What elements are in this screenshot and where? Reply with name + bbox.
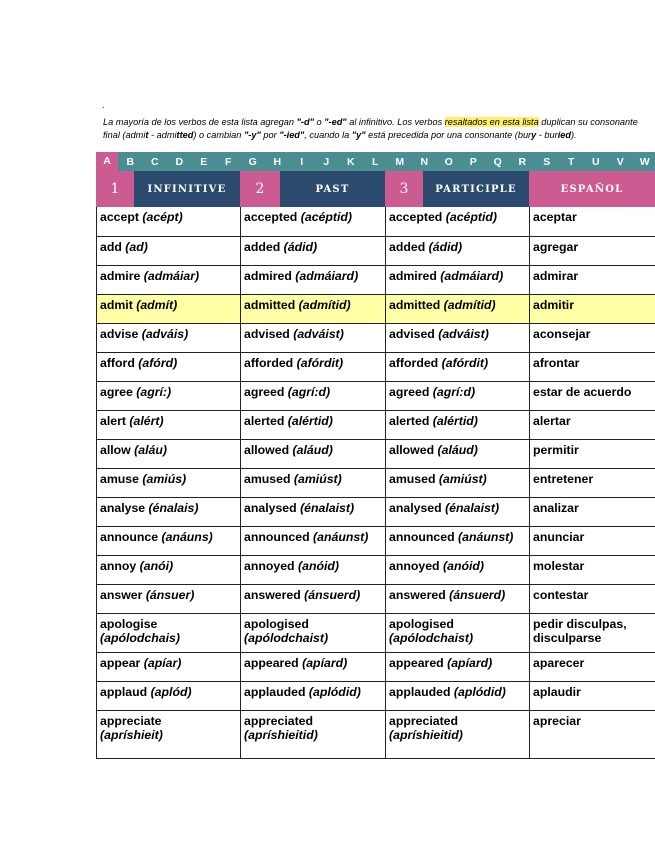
verb-word: apologise — [100, 616, 158, 631]
spanish-cell — [530, 410, 655, 439]
participle-cell: afforded (afórdit) — [386, 352, 530, 381]
intro-bold-fragment: t — [145, 130, 149, 140]
verb-word: analyse — [100, 500, 146, 515]
infinitive-cell: amuse (amiús) — [97, 468, 241, 497]
table-row — [97, 207, 655, 236]
alphabet-letter-l[interactable]: L — [372, 155, 379, 168]
participle-cell: admitted (admítid) — [386, 294, 530, 323]
infinitive-cell: announce (anáuns) — [97, 526, 241, 555]
alphabet-letter-f[interactable]: F — [225, 155, 232, 168]
alphabet-letter-d[interactable]: D — [175, 155, 184, 168]
pronunciation: anóid — [447, 558, 480, 573]
pronunciation: apríshieit — [104, 727, 159, 742]
table-row — [97, 323, 655, 352]
verb-word: molestar — [533, 558, 585, 573]
pronunciation: ad — [129, 239, 144, 254]
verb-word: estar de acuerdo — [533, 384, 632, 399]
pronunciation: ánsuerd — [308, 587, 357, 602]
dot-marker: . — [102, 100, 105, 110]
alphabet-letter-j[interactable]: J — [323, 155, 330, 168]
verb-word: aconsejar — [533, 326, 591, 341]
spanish-cell — [530, 497, 655, 526]
pronunciation: ánsuer — [149, 587, 191, 602]
verb-word: alert — [100, 413, 126, 428]
verb-word: admired — [244, 268, 292, 283]
verb-word: admire — [100, 268, 141, 283]
verb-word: agregar — [533, 239, 579, 254]
intro-paragraph — [103, 116, 653, 142]
verb-word: admit — [100, 297, 133, 312]
infinitive-cell: advise (adváis) — [97, 323, 241, 352]
verb-table — [96, 207, 655, 759]
verb-word: announce — [100, 529, 159, 544]
past-cell: analysed (énalaist) — [241, 497, 386, 526]
table-row — [97, 652, 655, 681]
verb-word: amused — [244, 471, 291, 486]
pronunciation: admítid — [447, 297, 492, 312]
pronunciation: énalais — [152, 500, 195, 515]
verb-word: appeared — [244, 655, 299, 670]
pronunciation: adváist — [442, 326, 485, 341]
intro-text-fragment: al infinitivo. Los verbos — [346, 117, 445, 127]
verb-word: appreciated — [244, 713, 314, 728]
verb-word: analysed — [389, 500, 442, 515]
alphabet-letter-h[interactable]: H — [273, 155, 282, 168]
participle-cell: answered (ánsuerd) — [386, 584, 530, 613]
pronunciation: admítid — [302, 297, 347, 312]
verb-word: pedir disculpas, disculparse — [533, 616, 627, 645]
verb-word: advised — [389, 326, 435, 341]
column-header-espanol: ESPAÑOL — [529, 171, 655, 207]
pronunciation: ádid — [432, 239, 459, 254]
participle-cell: appreciated (apríshieitid) — [386, 710, 530, 758]
past-cell: amused (amiúst) — [241, 468, 386, 497]
pronunciation: apólodchais — [104, 630, 176, 645]
alphabet-letter-k[interactable]: K — [346, 155, 355, 168]
intro-text-fragment: - admi — [148, 130, 177, 140]
verb-word: aceptar — [533, 210, 577, 224]
spanish-cell — [530, 294, 655, 323]
alphabet-letter-s[interactable]: S — [543, 155, 551, 168]
table-row — [97, 710, 655, 758]
infinitive-cell: appear (apíar) — [97, 652, 241, 681]
pronunciation: alértid — [291, 413, 329, 428]
verb-word: accept — [100, 210, 139, 224]
table-row — [97, 236, 655, 265]
pronunciation: apíard — [306, 655, 344, 670]
verb-word: admirar — [533, 268, 579, 283]
spanish-cell — [530, 681, 655, 710]
participle-cell: agreed (agrí:d) — [386, 381, 530, 410]
spanish-cell — [530, 236, 655, 265]
verb-word: applauded — [389, 684, 451, 699]
pronunciation: adváist — [297, 326, 340, 341]
intro-text-fragment: por — [260, 130, 280, 140]
intro-bold-fragment: "-ed" — [324, 117, 347, 127]
pronunciation: aplódid — [313, 684, 357, 699]
infinitive-cell: analyse (énalais) — [97, 497, 241, 526]
verb-word: contestar — [533, 587, 589, 602]
pronunciation: admít — [140, 297, 174, 312]
verb-word: alerted — [244, 413, 285, 428]
participle-cell: analysed (énalaist) — [386, 497, 530, 526]
verb-word: appear — [100, 655, 141, 670]
alphabet-letter-i[interactable]: I — [300, 155, 304, 168]
verb-word: appeared — [389, 655, 444, 670]
table-row — [97, 497, 655, 526]
alphabet-letter-g[interactable]: G — [248, 155, 257, 168]
pronunciation: afórdit — [445, 355, 484, 370]
past-cell: applauded (aplódid) — [241, 681, 386, 710]
verb-word: aplaudir — [533, 684, 581, 699]
pronunciation: admáiard — [444, 268, 500, 283]
alphabet-letter-q[interactable]: Q — [493, 155, 502, 168]
column-header-participle: PARTICIPLE — [423, 171, 529, 207]
verb-word: admired — [389, 268, 437, 283]
pronunciation: afórd — [142, 355, 174, 370]
verb-word: allowed — [389, 442, 435, 457]
participle-cell: added (ádid) — [386, 236, 530, 265]
verb-word: apreciar — [533, 713, 581, 728]
past-cell: accepted (acéptid) — [241, 207, 386, 236]
infinitive-cell: apologise (apólodchais) — [97, 613, 241, 652]
verb-word: alerted — [389, 413, 430, 428]
verb-word: annoyed — [389, 558, 440, 573]
verb-word: announced — [244, 529, 310, 544]
table-row — [97, 468, 655, 497]
alphabet-letter-c[interactable]: C — [150, 155, 159, 168]
spanish-cell — [530, 439, 655, 468]
participle-cell: amused (amiúst) — [386, 468, 530, 497]
alphabet-letter-w[interactable]: W — [639, 155, 650, 168]
verb-word: afrontar — [533, 355, 580, 370]
pronunciation: anáunst — [462, 529, 510, 544]
intro-bold-fragment: "-ied" — [279, 130, 305, 140]
column-header-past: PAST — [280, 171, 385, 207]
infinitive-cell: answer (ánsuer) — [97, 584, 241, 613]
table-row — [97, 555, 655, 584]
table-row — [97, 439, 655, 468]
infinitive-cell: applaud (aplód) — [97, 681, 241, 710]
column-number-2: 2 — [240, 171, 280, 207]
verb-word: permitir — [533, 442, 579, 457]
spanish-cell — [530, 555, 655, 584]
verb-word: admitted — [389, 297, 441, 312]
highlight-text: resaltados en esta lista — [444, 117, 539, 127]
verb-word: add — [100, 239, 122, 254]
verb-word: applauded — [244, 684, 306, 699]
alphabet-letter-o[interactable]: O — [444, 155, 453, 168]
pronunciation: anáunst — [317, 529, 365, 544]
verb-word: allow — [100, 442, 131, 457]
verb-word: advised — [244, 326, 290, 341]
verb-word: amuse — [100, 471, 139, 486]
table-row — [97, 681, 655, 710]
table-row — [97, 294, 655, 323]
infinitive-cell: alert (alért) — [97, 410, 241, 439]
intro-text-fragment: - bur — [536, 130, 558, 140]
infinitive-cell: add (ad) — [97, 236, 241, 265]
verb-word: admitir — [533, 297, 574, 312]
alphabet-letter-r[interactable]: R — [518, 155, 527, 168]
verb-word: answered — [389, 587, 446, 602]
pronunciation: apíard — [451, 655, 489, 670]
spanish-cell — [530, 207, 655, 236]
table-row — [97, 584, 655, 613]
spanish-cell — [530, 468, 655, 497]
alphabet-letter-a[interactable]: A — [96, 152, 118, 171]
verb-word: apologised — [389, 616, 454, 631]
participle-cell: allowed (aláud) — [386, 439, 530, 468]
past-cell: allowed (aláud) — [241, 439, 386, 468]
table-row — [97, 352, 655, 381]
verb-word: aparecer — [533, 655, 585, 670]
alphabet-letter-n[interactable]: N — [420, 155, 429, 168]
verb-word: allowed — [244, 442, 290, 457]
spanish-cell — [530, 526, 655, 555]
past-cell: announced (anáunst) — [241, 526, 386, 555]
column-number-3: 3 — [385, 171, 423, 207]
pronunciation: agrí:d — [291, 384, 327, 399]
pronunciation: afórdit — [300, 355, 339, 370]
pronunciation: alértid — [436, 413, 474, 428]
verb-word: entretener — [533, 471, 594, 486]
pronunciation: adváis — [145, 326, 185, 341]
pronunciation: anói — [143, 558, 170, 573]
intro-bold-fragment: "y" — [351, 130, 366, 140]
intro-text-fragment: ). — [570, 130, 577, 140]
pronunciation: anáuns — [165, 529, 209, 544]
pronunciation: acéptid — [304, 210, 348, 224]
alphabet-nav — [96, 152, 655, 171]
pronunciation: aláu — [138, 442, 163, 457]
pronunciation: amiúst — [298, 471, 338, 486]
verb-word: anunciar — [533, 529, 585, 544]
pronunciation: admáiard — [299, 268, 355, 283]
past-cell: added (ádid) — [241, 236, 386, 265]
table-row — [97, 381, 655, 410]
pronunciation: amiúst — [443, 471, 483, 486]
alphabet-letter-v[interactable]: V — [616, 155, 624, 168]
verb-word: admitted — [244, 297, 296, 312]
pronunciation: agrí:d — [436, 384, 472, 399]
past-cell: answered (ánsuerd) — [241, 584, 386, 613]
past-cell: alerted (alértid) — [241, 410, 386, 439]
verb-word: afford — [100, 355, 135, 370]
infinitive-cell: appreciate (apríshieit) — [97, 710, 241, 758]
past-cell: advised (adváist) — [241, 323, 386, 352]
pronunciation: anóid — [302, 558, 335, 573]
pronunciation: apíar — [147, 655, 178, 670]
past-cell: appreciated (apríshieitid) — [241, 710, 386, 758]
verb-word: apologised — [244, 616, 309, 631]
spanish-cell — [530, 323, 655, 352]
intro-text-fragment: ) o cambian — [193, 130, 244, 140]
intro-text-fragment: La mayoría de los verbos de esta lista agregan — [103, 117, 297, 127]
verb-word: analysed — [244, 500, 297, 515]
verb-word: agreed — [244, 384, 285, 399]
infinitive-cell: agree (agrí:) — [97, 381, 241, 410]
spanish-cell — [530, 584, 655, 613]
verb-word: afforded — [389, 355, 439, 370]
participle-cell: apologised (apólodchaist) — [386, 613, 530, 652]
alphabet-letter-b[interactable]: B — [126, 155, 135, 168]
verb-word: appreciate — [100, 713, 162, 728]
table-header — [96, 171, 655, 207]
verb-word: announced — [389, 529, 455, 544]
intro-bold-fragment: tted — [176, 130, 194, 140]
verb-word: analizar — [533, 500, 579, 515]
spanish-cell — [530, 352, 655, 381]
pronunciation: agrí: — [140, 384, 168, 399]
alphabet-letter-m[interactable]: M — [395, 155, 405, 168]
verb-word: advise — [100, 326, 139, 341]
spanish-cell — [530, 710, 655, 758]
pronunciation: apólodchaist — [393, 630, 469, 645]
intro-text-fragment: , cuando la — [304, 130, 352, 140]
verb-word: added — [244, 239, 281, 254]
column-header-infinitive: INFINITIVE — [134, 171, 240, 207]
pronunciation: aplódid — [458, 684, 502, 699]
pronunciation: alért — [133, 413, 160, 428]
intro-text-fragment: o — [313, 117, 325, 127]
verb-word: afforded — [244, 355, 294, 370]
table-row — [97, 613, 655, 652]
verb-word: accepted — [389, 210, 443, 224]
past-cell: agreed (agrí:d) — [241, 381, 386, 410]
pronunciation: aláud — [296, 442, 329, 457]
verb-word: applaud — [100, 684, 148, 699]
past-cell: admitted (admítid) — [241, 294, 386, 323]
participle-cell: announced (anáunst) — [386, 526, 530, 555]
verb-word: answer — [100, 587, 143, 602]
verb-word: answered — [244, 587, 301, 602]
verb-word: agree — [100, 384, 133, 399]
infinitive-cell: afford (afórd) — [97, 352, 241, 381]
pronunciation: apríshieitid — [248, 727, 314, 742]
verb-word: added — [389, 239, 426, 254]
table-row — [97, 410, 655, 439]
infinitive-cell: annoy (anói) — [97, 555, 241, 584]
participle-cell: applauded (aplódid) — [386, 681, 530, 710]
pronunciation: amiús — [146, 471, 183, 486]
verb-word: agreed — [389, 384, 430, 399]
verb-word: accepted — [244, 210, 298, 224]
pronunciation: acépt — [146, 210, 179, 224]
past-cell: apologised (apólodchaist) — [241, 613, 386, 652]
table-row — [97, 265, 655, 294]
verb-word: appreciated — [389, 713, 459, 728]
intro-text-fragment: duplican su consonante final (admi — [103, 117, 638, 140]
spanish-cell — [530, 265, 655, 294]
pronunciation: ánsuerd — [453, 587, 502, 602]
infinitive-cell: accept (acépt) — [97, 207, 241, 236]
participle-cell: appeared (apíard) — [386, 652, 530, 681]
intro-bold-fragment: ied — [557, 130, 571, 140]
pronunciation: apríshieitid — [393, 727, 459, 742]
alphabet-letter-t[interactable]: T — [568, 155, 575, 168]
intro-bold-fragment: "-d" — [296, 117, 314, 127]
past-cell: appeared (apíard) — [241, 652, 386, 681]
past-cell: annoyed (anóid) — [241, 555, 386, 584]
verb-word: amused — [389, 471, 436, 486]
pronunciation: ádid — [287, 239, 314, 254]
infinitive-cell: admire (admáiar) — [97, 265, 241, 294]
pronunciation: aplód — [154, 684, 188, 699]
verb-word: annoy — [100, 558, 137, 573]
intro-bold-fragment: y — [531, 130, 537, 140]
verb-word: alertar — [533, 413, 571, 428]
participle-cell: accepted (acéptid) — [386, 207, 530, 236]
infinitive-cell: admit (admít) — [97, 294, 241, 323]
pronunciation: aláud — [441, 442, 474, 457]
verb-word: annoyed — [244, 558, 295, 573]
pronunciation: apólodchaist — [248, 630, 324, 645]
alphabet-letter-u[interactable]: U — [591, 155, 600, 168]
alphabet-letter-e[interactable]: E — [200, 155, 208, 168]
participle-cell: advised (adváist) — [386, 323, 530, 352]
participle-cell: alerted (alértid) — [386, 410, 530, 439]
spanish-cell — [530, 381, 655, 410]
pronunciation: admáiar — [147, 268, 196, 283]
intro-text-fragment: está precedida por una consonante (bur — [365, 130, 532, 140]
participle-cell: annoyed (anóid) — [386, 555, 530, 584]
past-cell: admired (admáiard) — [241, 265, 386, 294]
pronunciation: énalaist — [449, 500, 495, 515]
alphabet-letter-p[interactable]: P — [469, 155, 477, 168]
spanish-cell — [530, 652, 655, 681]
participle-cell: admired (admáiard) — [386, 265, 530, 294]
intro-bold-fragment: "-y" — [243, 130, 261, 140]
spanish-cell — [530, 613, 655, 652]
table-row — [97, 526, 655, 555]
pronunciation: énalaist — [304, 500, 350, 515]
pronunciation: acéptid — [449, 210, 493, 224]
past-cell: afforded (afórdit) — [241, 352, 386, 381]
infinitive-cell: allow (aláu) — [97, 439, 241, 468]
column-number-1: 1 — [96, 171, 134, 207]
